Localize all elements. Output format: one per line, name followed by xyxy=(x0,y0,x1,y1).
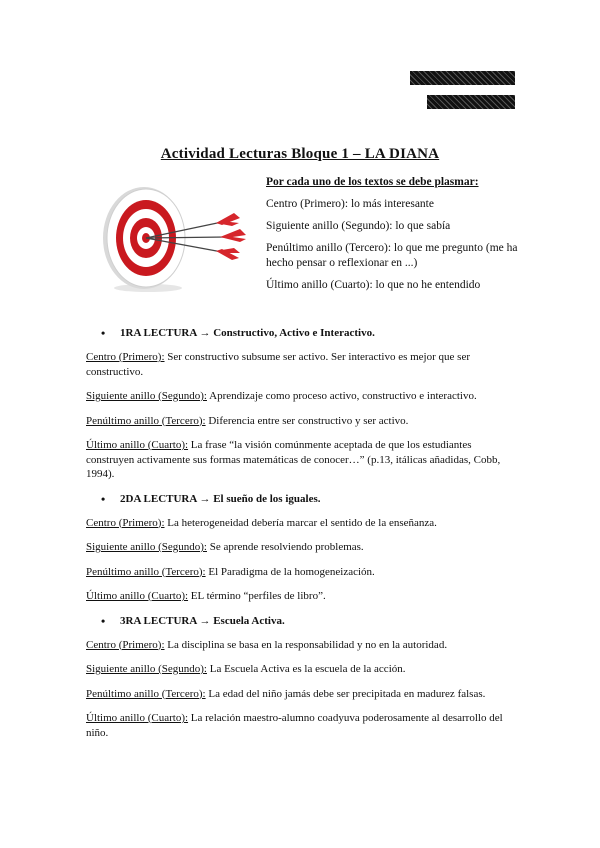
reading-3-second: Siguiente anillo (Segundo): La Escuela Activa es la escuela de la acción. xyxy=(86,663,406,675)
target-dartboard-image xyxy=(94,182,254,294)
reading-1-second: Siguiente anillo (Segundo): Aprendizaje como proceso activo, constructivo e interactivo. xyxy=(86,390,477,402)
reading-1-third: Penúltimo anillo (Tercero): Diferencia entre ser constructivo y ser activo. xyxy=(86,414,409,427)
reading-3-fourth: Último anillo (Cuarto): La relación maestro-alumno coadyuva poderosamente al desarrollo del niño. xyxy=(86,712,503,739)
reading-2-heading: • 2DA LECTURA → El sueño de los iguales. xyxy=(86,492,516,506)
reading-2-second: Siguiente anillo (Segundo): Se aprende resolviendo problemas. xyxy=(86,541,364,553)
reading-1-heading: • 1RA LECTURA → Constructivo, Activo e Interactivo. xyxy=(86,326,516,340)
page-title: Actividad Lecturas Bloque 1 – LA DIANA xyxy=(160,146,440,162)
redacted-name-bar xyxy=(410,71,515,85)
reading-3-third: Penúltimo anillo (Tercero): La edad del niño jamás debe ser precipitada en madurez falsas. xyxy=(86,687,486,700)
reading-3-center: Centro (Primero): La disciplina se basa en la responsabilidad y no en la autoridad. xyxy=(86,638,448,651)
ring-center-description: Centro (Primero): lo más interesante xyxy=(266,198,434,210)
redacted-id-bar xyxy=(427,95,515,109)
instructions-heading: Por cada uno de los textos se debe plasmar: xyxy=(266,176,479,188)
reading-2-third: Penúltimo anillo (Tercero): El Paradigma de la homogeneización. xyxy=(86,565,375,578)
reading-2-center: Centro (Primero): La heterogeneidad debería marcar el sentido de la enseñanza. xyxy=(86,516,437,529)
reading-1-fourth: Último anillo (Cuarto): La frase “la visión comúnmente aceptada de que los estudiantes construyen activamente sus formas matemáticas de conocer…” (p.13, itálicas añadidas, Cobb, 1994). xyxy=(86,439,501,480)
ring-second-description: Siguiente anillo (Segundo): lo que sabía xyxy=(266,220,451,232)
readings-content xyxy=(86,326,516,750)
reading-1-center: Centro (Primero): Ser constructivo subsume ser activo. Ser interactivo es mejor que ser constructivo. xyxy=(86,351,470,378)
ring-third-description: Penúltimo anillo (Tercero): lo que me pregunto (me ha hecho pensar o reflexionar en ...) xyxy=(266,242,518,269)
ring-fourth-description: Último anillo (Cuarto): lo que no he entendido xyxy=(266,279,481,291)
reading-2-fourth: Último anillo (Cuarto): EL término “perfiles de libro”. xyxy=(86,590,326,602)
instructions-block xyxy=(266,175,536,300)
reading-3-heading: • 3RA LECTURA → Escuela Activa. xyxy=(86,614,516,628)
